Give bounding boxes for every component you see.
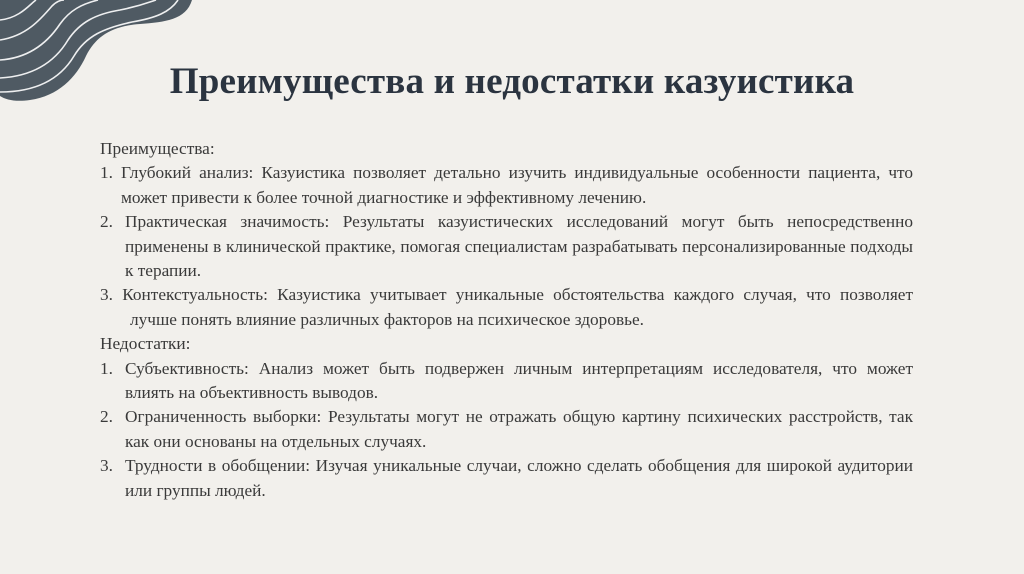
item-text: Практическая значимость: Результаты казуистических исследований могут быть непосредственно применены в клинической практике, помогая специалистам разрабатывать персонализированные подходы к терапии. xyxy=(125,212,913,281)
advantage-item-2 xyxy=(100,210,913,283)
disadvantages-heading: Недостатки: xyxy=(100,334,191,354)
slide-title: Преимущества и недостатки казуистика xyxy=(169,61,855,102)
item-number: 1. xyxy=(100,358,113,378)
item-number: 3. xyxy=(100,456,113,476)
item-text: Трудности в обобщении: Изучая уникальные случаи, сложно сделать обобщения для широкой аудитории или группы людей. xyxy=(125,456,913,500)
disadvantage-item-3 xyxy=(100,454,913,503)
item-text: Контекстуальность: Казуистика учитывает уникальные обстоятельства каждого случая, что позволяет лучше понять влияние различных факторов на психическое здоровье. xyxy=(122,285,913,329)
disadvantage-item-2 xyxy=(100,405,913,454)
advantages-heading: Преимущества: xyxy=(100,139,215,158)
slide-content xyxy=(100,137,913,503)
item-number: 1. xyxy=(100,163,113,183)
item-text: Ограниченность выборки: Результаты могут не отражать общую картину психических расстройств, так как они основаны на отдельных случаях. xyxy=(125,407,913,451)
item-text: Субъективность: Анализ может быть подвержен личным интерпретациям исследователя, что может влиять на объективность выводов. xyxy=(125,358,913,403)
advantage-item-1 xyxy=(100,161,913,210)
item-text: Глубокий анализ: Казуистика позволяет детально изучить индивидуальные особенности пациента, что может привести к более точной диагностике и эффективному лечению. xyxy=(121,163,913,207)
disadvantage-item-1 xyxy=(100,357,913,406)
item-number: 3. xyxy=(100,285,113,305)
item-number: 2. xyxy=(100,212,113,232)
advantage-item-3 xyxy=(100,283,913,332)
item-number: 2. xyxy=(100,407,113,427)
